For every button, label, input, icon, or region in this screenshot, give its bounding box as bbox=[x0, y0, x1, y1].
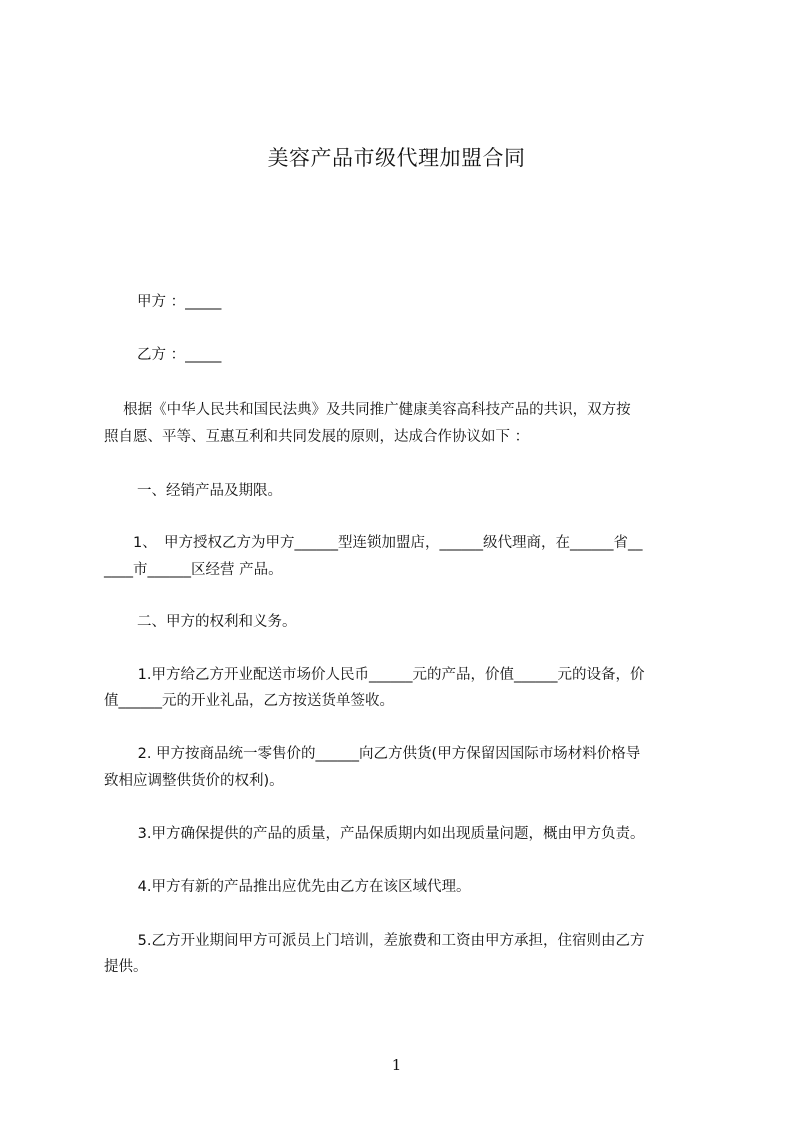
section-2-item-1-line-1: 1.甲方给乙方开业配送市场价人民币______元的产品，价值______元的设备，价 bbox=[104, 667, 645, 683]
section-2-item-3: 3.甲方确保提供的产品的质量，产品保质期内如出现质量问题，概由甲方负责。 bbox=[104, 826, 645, 842]
section-2-item-1-line-2: 值______元的开业礼品，乙方按送货单签收。 bbox=[104, 693, 394, 709]
section-2-item-5-line-2: 提供。 bbox=[104, 959, 148, 975]
page-number: 1 bbox=[391, 1056, 402, 1074]
section-2-item-2-line-1: 2. 甲方按商品统一零售价的______向乙方供货(甲方保留因国际市场材料价格导 bbox=[104, 746, 641, 762]
party-b-line: 乙方 ：_____ bbox=[137, 347, 222, 363]
section-2-item-5-line-1: 5.乙方开业期间甲方可派员上门培训，差旅费和工资由甲方承担，住宿则由乙方 bbox=[104, 933, 645, 949]
section-2-item-2-line-2: 致相应调整供货价的权利)。 bbox=[104, 773, 284, 789]
section-2-heading: 二、甲方的权利和义务。 bbox=[137, 614, 297, 630]
intro-line-2: 照自愿、平等、互惠互利和共同发展的原则，达成合作协议如下 ： bbox=[104, 429, 530, 445]
document-title: 美容产品市级代理加盟合同 bbox=[267, 146, 526, 170]
section-1-item-1-line-2: ____市______区经营 产品。 bbox=[104, 562, 283, 578]
section-1-heading: 一、经销产品及期限。 bbox=[137, 483, 282, 499]
section-1-item-1-line-1: 1、 甲方授权乙方为甲方______型连锁加盟店，______级代理商，在______省__ bbox=[104, 535, 643, 551]
party-a-line: 甲方 ：_____ bbox=[137, 294, 222, 310]
intro-line-1: 根据《中华人民共和国民法典》及共同推广健康美容高科技产品的共识，双方按 bbox=[104, 402, 631, 418]
section-2-item-4: 4.甲方有新的产品推出应优先由乙方在该区域代理。 bbox=[104, 879, 471, 895]
